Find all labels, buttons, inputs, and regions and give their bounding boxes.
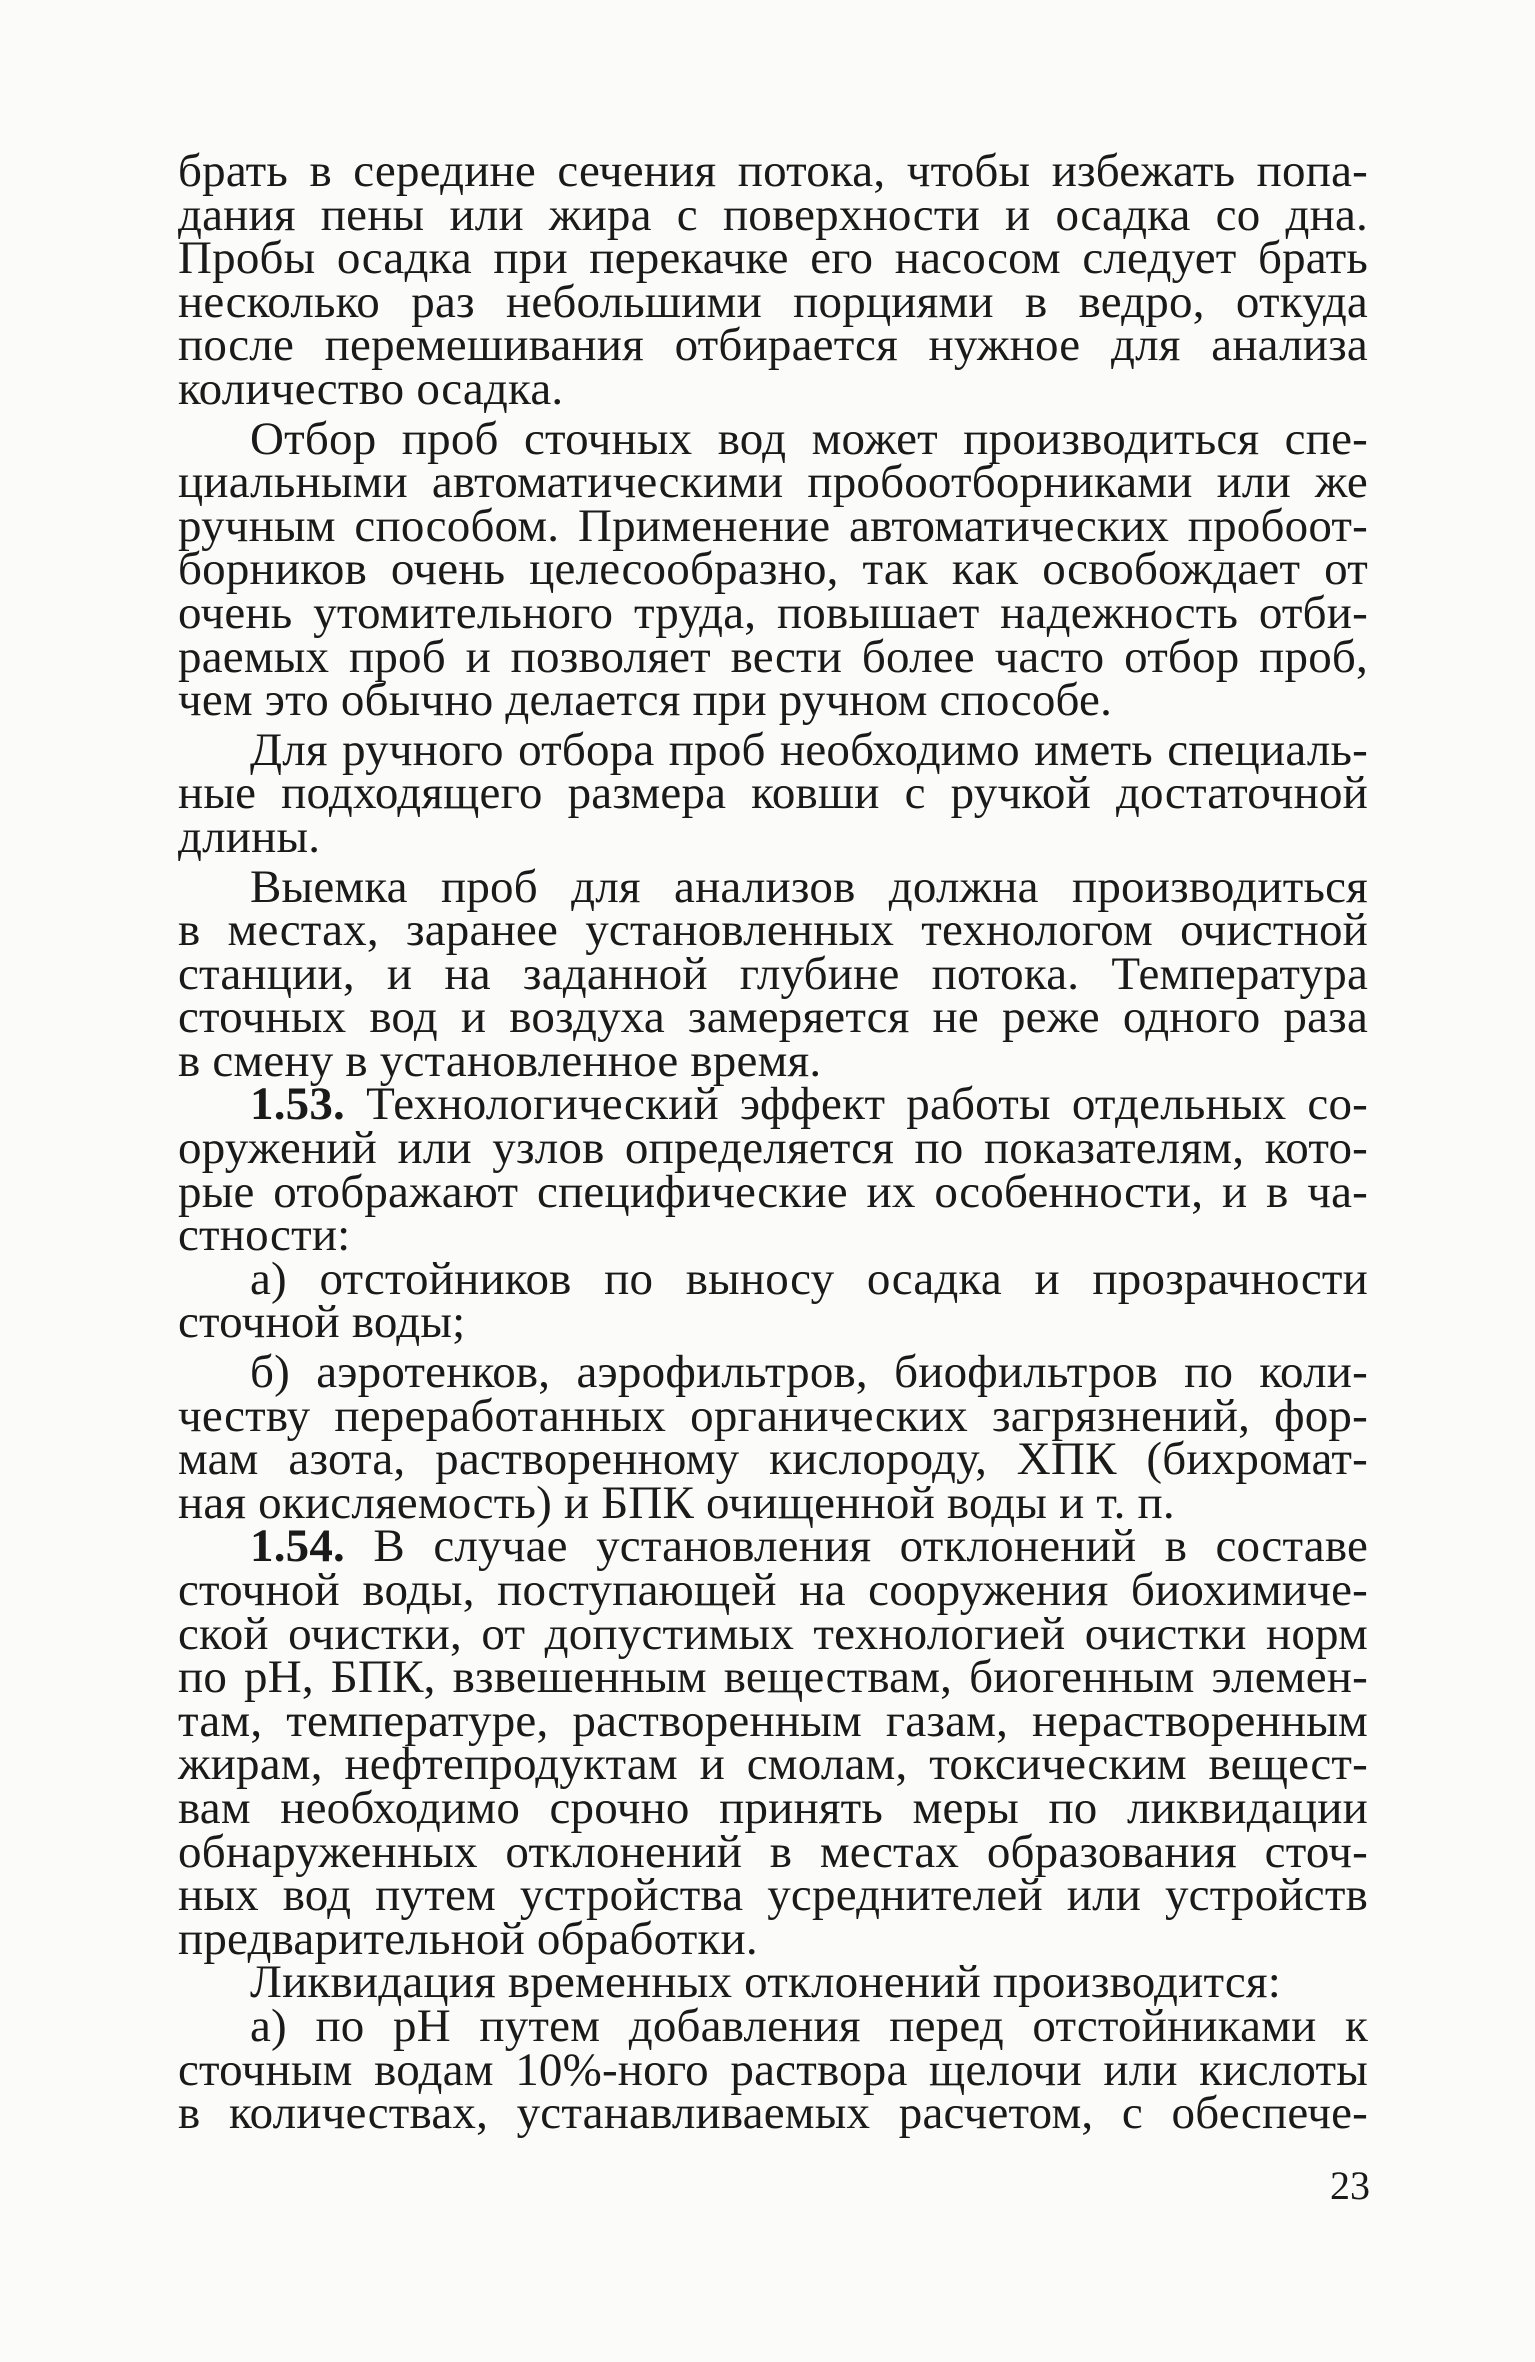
list-item [178,1252,1368,1349]
text-line: брать в середине сечения потока, чтобы избежать попа- [178,145,1368,197]
text-line: сточных вод и воздуха замеряется не реже одного раза [178,991,1368,1044]
text-line: там, температуре, растворенным газам, нерастворенным [178,1694,1368,1747]
text-line: ручным способом. Применение автоматических пробоот- [178,499,1368,552]
text-line: сточной воды; [178,1296,466,1349]
text-line: в местах, заранее установленных технологом очистной [178,904,1368,957]
text-span: В случае установления отклонений в составе [373,1520,1369,1573]
text-line: ных вод путем устройства усреднителей или устройств [178,1869,1368,1922]
section-number: 1.54. [250,1520,345,1573]
text-line: а) по pH путем добавления перед отстойниками к [250,1999,1368,2052]
text-line: оружений или узлов определяется по показателям, кото- [178,1122,1368,1175]
text-line: ской очистки, от допустимых технологией очистки норм [178,1607,1368,1660]
text-line: в количествах, устанавливаемых расчетом, с обеспече- [178,2087,1368,2140]
text-line [178,1520,1369,1573]
text-line: предварительной обработки. [178,1912,758,1965]
section-number: 1.53. [250,1078,345,1131]
text-line: сточным водам 10%-ного раствора щелочи или кислоты [178,2043,1368,2096]
text-line: ная окисляемость) и БПК очищенной воды и т. п. [178,1476,1175,1529]
paragraph [178,412,1368,727]
text-line: дания пены или жира с поверхности и осадка со дна. [178,188,1368,241]
text-line: Пробы осадка при перекачке его насосом следует брать [178,232,1368,285]
text-line: мам азота, растворенному кислороду, ХПК (бихромат- [178,1433,1368,1486]
page-number: 23 [1330,2163,1370,2208]
text-line: рые отображают специфические их особенности, и в ча- [178,1165,1368,1218]
text-line [178,1078,1369,1131]
text-line: длины. [178,810,321,863]
text-line: по pH, БПК, взвешенным веществам, биогенным элемен- [178,1651,1368,1704]
text-line: жирам, нефтепродуктам и смолам, токсическим вещест- [178,1738,1368,1791]
text-line: количество осадка. [178,362,564,415]
text-line: стности: [178,1209,351,1262]
text-line: вам необходимо срочно принять меры по ликвидации [178,1781,1368,1834]
paragraph [178,1956,1368,2009]
text-line: циальными автоматическими пробоотборниками или же [178,456,1368,509]
text-line: борников очень целесообразно, так как освобождает от [178,543,1368,596]
numbered-paragraph [178,1520,1369,1965]
text-line: несколько раз небольшими порциями в ведро, откуда [178,275,1368,328]
paragraph [178,723,1368,863]
text-line: б) аэротенков, аэрофильтров, биофильтров по коли- [250,1346,1368,1399]
text-line: в смену в установленное время. [178,1034,822,1087]
list-item [178,1999,1368,2140]
text-line: после перемешивания отбирается нужное для анализа [178,319,1368,372]
text-line: чем это обычно делается при ручном способе. [178,674,1113,727]
paragraph [178,145,1368,415]
text-line: ные подходящего размера ковши с ручкой достаточной [178,767,1368,820]
text-line: сточной воды, поступающей на сооружения биохимиче- [178,1564,1368,1616]
text-line: Ликвидация временных отклонений производится: [250,1956,1281,2009]
text-line: раемых проб и позволяет вести более часто отбор проб, [178,630,1368,683]
text-span: Технологический эффект работы отдельных со- [366,1078,1369,1131]
text-line: Для ручного отбора проб необходимо иметь специаль- [250,723,1368,776]
page-body [178,145,1369,2140]
list-item [178,1346,1368,1529]
text-line: а) отстойников по выносу осадка и прозрачности [250,1252,1368,1305]
text-line: станции, и на заданной глубине потока. Температура [178,947,1368,1000]
numbered-paragraph [178,1078,1369,1262]
paragraph [178,860,1368,1087]
text-line: Отбор проб сточных вод может производиться спе- [250,412,1368,465]
text-line: Выемка проб для анализов должна производиться [250,860,1368,913]
text-line: честву переработанных органических загрязнений, фор- [178,1389,1368,1442]
text-line: очень утомительного труда, повышает надежность отби- [178,586,1368,639]
text-line: обнаруженных отклонений в местах образования сточ- [178,1825,1368,1878]
